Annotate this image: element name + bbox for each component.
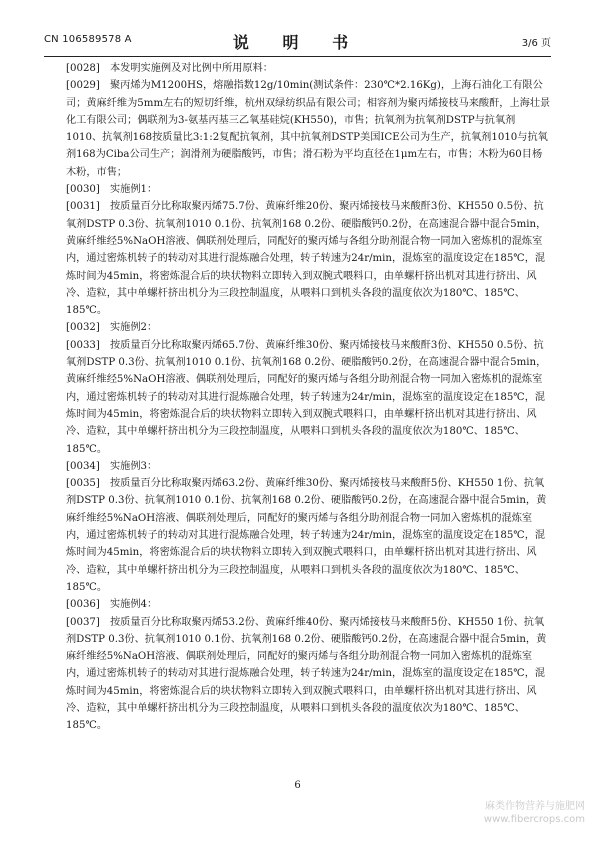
watermark-site-name: 麻类作物营养与施肥网 (485, 801, 585, 812)
paragraph-text: 按质量百分比称取聚丙烯75.7份、黄麻纤维20份、聚丙烯接枝马来酸酐3份、KH550 0.5份、抗氧剂DSTP 0.3份、抗氧剂1010 0.1份、抗氧剂168 0.2份、硬脂酸钙0.2份，在高速混合器中混合5min，黄麻纤维经5%NaOH溶液、偶联剂处理后，同配好的聚丙烯与各组分助剂混合物一同加入密炼机的混炼室内，通过密炼机转子的转动对其进行混炼融合处理，转子转速为24r/min，混炼室的温度设定在185℃，混炼时间为45min，将密炼混合后的块状物料立即转入到双腕式喂料口，由单螺杆挤出机对其进行挤出、风冷、造粒，其中单螺杆挤出机分为三段控制温度，从喂料口到机头各段的温度依次为180℃、185℃、185℃。 (66, 201, 547, 317)
paragraph-0037 (66, 614, 551, 735)
paragraph-text: 按质量百分比称取聚丙烯63.2份、黄麻纤维30份、聚丙烯接枝马来酸酐5份、KH550 1份、抗氧剂DSTP 0.3份、抗氧剂1010 0.1份、抗氧剂168 0.2份、硬脂酸钙0.2份，在高速混合器中混合5min，黄麻纤维经5%NaOH溶液、偶联剂处理后，同配好的聚丙烯与各组分助剂混合物一同加入密炼机的混炼室内，通过密炼机转子的转动对其进行混炼融合处理，转子转速为24r/min，混炼室的温度设定在185℃，混炼时间为45min，将密炼混合后的块状物料立即转入到双腕式喂料口，由单螺杆挤出机对其进行挤出、风冷、造粒，其中单螺杆挤出机分为三段控制温度，从喂料口到机头各段的温度依次为180℃、185℃、185℃。 (66, 478, 547, 593)
paragraph-number: [0036] (66, 599, 100, 611)
paragraph-0033 (66, 337, 551, 458)
paragraph-number: [0033] (66, 339, 100, 351)
publication-number: CN 106589578 A (44, 34, 132, 45)
section-heading-example-3: 实施例3： (110, 460, 158, 472)
paragraph-0034 (66, 458, 551, 475)
paragraph-number: [0034] (66, 460, 100, 472)
paragraph-0035 (66, 475, 551, 596)
paragraph-number: [0035] (66, 478, 100, 490)
page-indicator: 3/6 页 (521, 38, 551, 49)
paragraph-number: [0029] (66, 80, 100, 92)
paragraph-text: 按质量百分比称取聚丙烯65.7份、黄麻纤维30份、聚丙烯接枝马来酸酐3份、KH550 0.5份、抗氧剂DSTP 0.3份、抗氧剂1010 0.1份、抗氧剂168 0.2份、硬脂酸钙0.2份，在高速混合器中混合5min，黄麻纤维经5%NaOH溶液、偶联剂处理后，同配好的聚丙烯与各组分助剂混合物一同加入密炼机的混炼室内，通过密炼机转子的转动对其进行混炼融合处理，转子转速为24r/min，混炼室的温度设定在185℃，混炼时间为45min，将密炼混合后的块状物料立即转入到双腕式喂料口，由单螺杆挤出机对其进行挤出、风冷、造粒，其中单螺杆挤出机分为三段控制温度，从喂料口到机头各段的温度依次为180℃、185℃、185℃。 (66, 339, 547, 455)
section-heading-example-1: 实施例1： (110, 184, 158, 196)
header-divider (44, 56, 551, 57)
section-heading-example-2: 实施例2： (110, 322, 158, 334)
paragraph-text: 按质量百分比称取聚丙烯53.2份、黄麻纤维40份、聚丙烯接枝马来酸酐5份、KH550 1份、抗氧剂DSTP 0.3份、抗氧剂1010 0.1份、抗氧剂168 0.2份、硬脂酸钙0.2份，在高速混合器中混合5min，黄麻纤维经5%NaOH溶液、偶联剂处理后，同配好的聚丙烯与各组分助剂混合物一同加入密炼机的混炼室内，通过密炼机转子的转动对其进行混炼融合处理，转子转速为24r/min，混炼室的温度设定在185℃，混炼时间为45min，将密炼混合后的块状物料立即转入到双腕式喂料口，由单螺杆挤出机对其进行挤出、风冷、造粒，其中单螺杆挤出机分为三段控制温度，从喂料口到机头各段的温度依次为180℃、185℃、185℃。 (66, 616, 547, 732)
paragraph-0028 (66, 60, 551, 77)
page-number: 6 (294, 780, 301, 791)
watermark-url: www.fibercrops.com (483, 814, 585, 825)
document-title: 说 明 书 (232, 33, 363, 52)
paragraph-0029 (66, 77, 551, 181)
paragraph-number: [0030] (66, 184, 100, 196)
site-watermark (484, 800, 585, 826)
paragraph-number: [0031] (66, 201, 100, 213)
paragraph-number: [0028] (66, 63, 100, 74)
page-header (44, 28, 551, 54)
paragraph-number: [0037] (66, 616, 100, 628)
paragraph-0031 (66, 198, 551, 319)
paragraph-number: [0032] (66, 322, 100, 334)
paragraph-text: 本发明实施例及对比例中所用原料： (110, 63, 273, 74)
paragraph-0030 (66, 181, 551, 198)
paragraph-0036 (66, 596, 551, 613)
paragraph-0032 (66, 319, 551, 336)
document-body (66, 60, 551, 735)
section-heading-example-4: 实施例4： (110, 599, 158, 611)
paragraph-text: 聚丙烯为M1200HS，熔融指数12g/10min(测试条件：230℃*2.16Kg)，上海石油化工有限公司；黄麻纤维为5mm左右的短切纤维，杭州双绿纺织品有限公司；相容剂为聚丙烯接枝马来酸酐，上海壮景化工有限公司；偶联剂为3-氨基丙基三乙氧基硅烷(KH550)，市售；抗氧剂为抗氧剂DSTP与抗氧剂1010、抗氧剂168按质量比3:1:2复配抗氧剂，其中抗氧剂DSTP美国ICE公司为生产，抗氧剂1010与抗氧剂168为Ciba公司生产；润滑剂为硬脂酸钙，市售；滑石粉为平均直径在1μm左右，市售；木粉为60目杨木粉，市售； (66, 80, 551, 178)
